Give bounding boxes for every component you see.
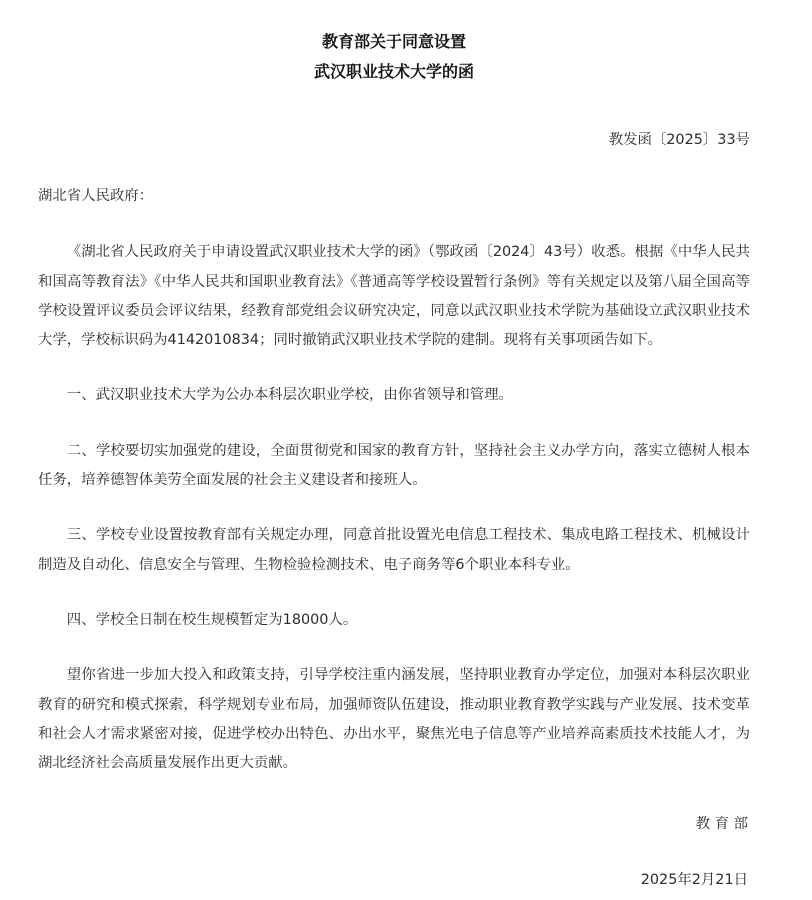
paragraph-item-1: 一、武汉职业技术大学为公办本科层次职业学校，由你省领导和管理。	[66, 387, 513, 404]
signature: 教 育 部	[695, 816, 748, 832]
paragraph-intro: 《湖北省人民政府关于申请设置武汉职业技术大学的函》（鄂政函〔2024〕43号）收悉。根据《中华人民共和国高等教育法》《中华人民共和国职业教育法》《普通高等学校设置暂行条例》等有关规定以及第八届全国高等学校设置评议委员会评议结果，经教育部党组会议研究决定，同意以武汉职业技术学院为基础设立武汉职业技术大学，学校标识码为4142010834；同时撤销武汉职业技术学院的建制。现将有关事项函告如下。	[38, 244, 750, 349]
paragraph-closing: 望你省进一步加大投入和政策支持，引导学校注重内涵发展，坚持职业教育办学定位，加强对本科层次职业教育的研究和模式探索，科学规划专业布局，加强师资队伍建设，推动职业教育教学实践与产业发展、技术变革和社会人才需求紧密对接，促进学校办出特色、办出水平，聚焦光电子信息等产业培养高素质技术技能人才，为湖北经济社会高质量发展作出更大贡献。	[38, 667, 750, 772]
document-body	[38, 238, 750, 778]
document-title	[38, 27, 750, 87]
document-page	[38, 0, 750, 804]
title-line-1: 教育部关于同意设置	[321, 32, 466, 51]
document-date: 2025年2月21日	[640, 872, 748, 888]
title-line-2: 武汉职业技术大学的函	[313, 62, 474, 81]
paragraph-item-3: 三、学校专业设置按教育部有关规定办理，同意首批设置光电信息工程技术、集成电路工程技术、机械设计制造及自动化、信息安全与管理、生物检验检测技术、电子商务等6个职业本科专业。	[38, 527, 750, 573]
document-number: 教发函〔2025〕33号	[608, 132, 750, 148]
paragraph-item-2: 二、学校要切实加强党的建设，全面贯彻党和国家的教育方针，坚持社会主义办学方向，落实立德树人根本任务，培养德智体美劳全面发展的社会主义建设者和接班人。	[38, 442, 750, 489]
addressee: 湖北省人民政府：	[38, 188, 154, 204]
paragraph-item-4: 四、学校全日制在校生规模暂定为18000人。	[66, 611, 358, 628]
